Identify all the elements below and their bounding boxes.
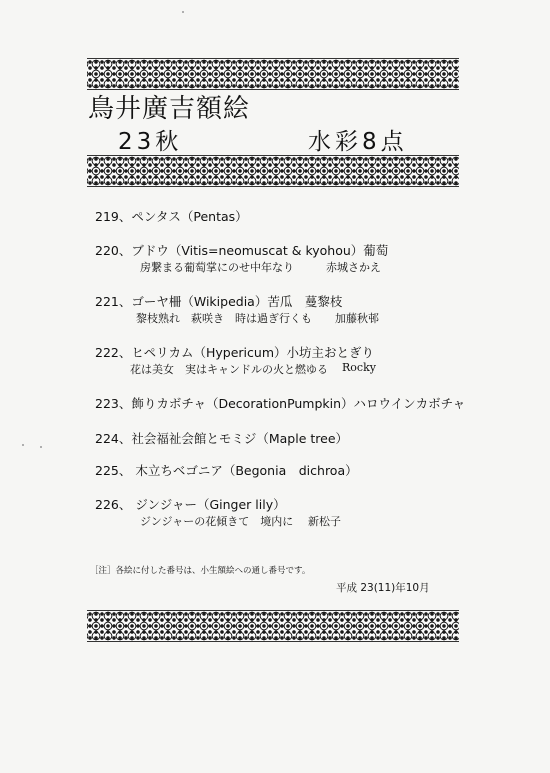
entry-222-poem: 花は美女 実はキャンドルの火と燃ゆる bbox=[130, 363, 328, 376]
entry-219: 219、ペンタス（Pentas） bbox=[95, 209, 248, 224]
entry-221-poem-author: 加藤秋邨 bbox=[335, 312, 379, 325]
decorative-border-bottom bbox=[87, 610, 459, 642]
entry-226-poem-author: 新松子 bbox=[308, 515, 341, 528]
count-label: 水彩8点 bbox=[308, 129, 408, 155]
footnote: ［注］各絵に付した番号は、小生額絵への通し番号です。 bbox=[90, 566, 311, 576]
entry-223: 223、飾りカボチャ（DecorationPumpkin）ハロウインカボチャ bbox=[95, 396, 466, 411]
decorative-border-top bbox=[87, 58, 459, 90]
entry-221: 221、ゴーヤ柵（Wikipedia）苦瓜 蔓黎枝 bbox=[95, 294, 343, 309]
scan-speck bbox=[40, 446, 42, 448]
entry-220-poem: 房繋まる葡萄掌にのせ中年なり bbox=[140, 261, 294, 274]
scan-speck bbox=[182, 11, 184, 13]
entry-224: 224、社会福祉会館とモミジ（Maple tree） bbox=[95, 431, 349, 446]
document-title: 鳥井廣吉額絵 bbox=[88, 94, 251, 124]
entry-222-poem-author: Rocky bbox=[342, 361, 376, 374]
entry-221-poem: 黎枝熟れ 萩咲き 時は過ぎ行くも bbox=[136, 312, 312, 325]
entry-225: 225、 木立ちベゴニア（Begonia dichroa） bbox=[95, 463, 358, 478]
season-label: 23秋 bbox=[118, 129, 183, 155]
entry-226-poem: ジンジャーの花傾きて 境内に bbox=[140, 515, 294, 528]
scan-speck bbox=[22, 444, 24, 446]
decorative-border-middle bbox=[87, 155, 459, 187]
entry-222: 222、ヒペリカム（Hypericum）小坊主おとぎり bbox=[95, 345, 374, 360]
document-date: 平成 23(11)年10月 bbox=[336, 582, 430, 594]
entry-226: 226、 ジンジャー（Ginger lily） bbox=[95, 497, 286, 512]
entry-220-poem-author: 赤城さかえ bbox=[326, 261, 381, 274]
entry-220: 220、ブドウ（Vitis=neomuscat & kyohou）葡萄 bbox=[95, 243, 389, 258]
